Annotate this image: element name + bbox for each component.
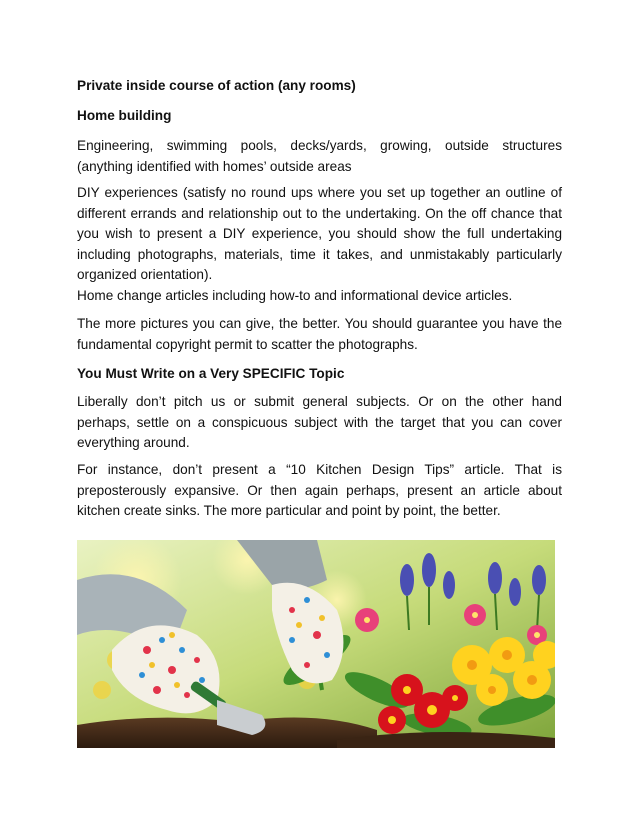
paragraph-diy: DIY experiences (satisfy no round ups where you set up together an outline of different errands and relationship out to the undertaking. On the off chance that you wish to present a DIY experience, you should show the full undertaking including photographs, materials, time it takes, and unmistakably particularly organized orientation).: [77, 185, 562, 282]
paragraph-engineering: Engineering, swimming pools, decks/yards, growing, outside structures (anything identified with homes’ outside areas: [77, 138, 562, 174]
heading-specific-topic: You Must Write on a Very SPECIFIC Topic: [77, 366, 345, 381]
gardening-photo-illustration: [77, 540, 555, 748]
gardening-photo: [77, 540, 555, 748]
heading-private-arrangement: Private inside course of action (any rooms): [77, 78, 356, 93]
paragraph-liberally: Liberally don’t pitch us or submit general subjects. Or on the other hand perhaps, settle on a conspicuous subject with the target that you can cover everything around.: [77, 394, 562, 450]
paragraph-pictures: The more pictures you can give, the better. You should guarantee you have the fundamental copyright permit to scatter the photographs.: [77, 316, 562, 352]
heading-home-building: Home building: [77, 108, 172, 123]
paragraph-home-change: Home change articles including how-to and informational device articles.: [77, 288, 513, 303]
paragraph-instance: For instance, don’t present a “10 Kitchen Design Tips” article. That is preposterously expansive. Or then again perhaps, present an article about kitchen create sinks. The more particular and point by point, the better.: [77, 462, 562, 518]
